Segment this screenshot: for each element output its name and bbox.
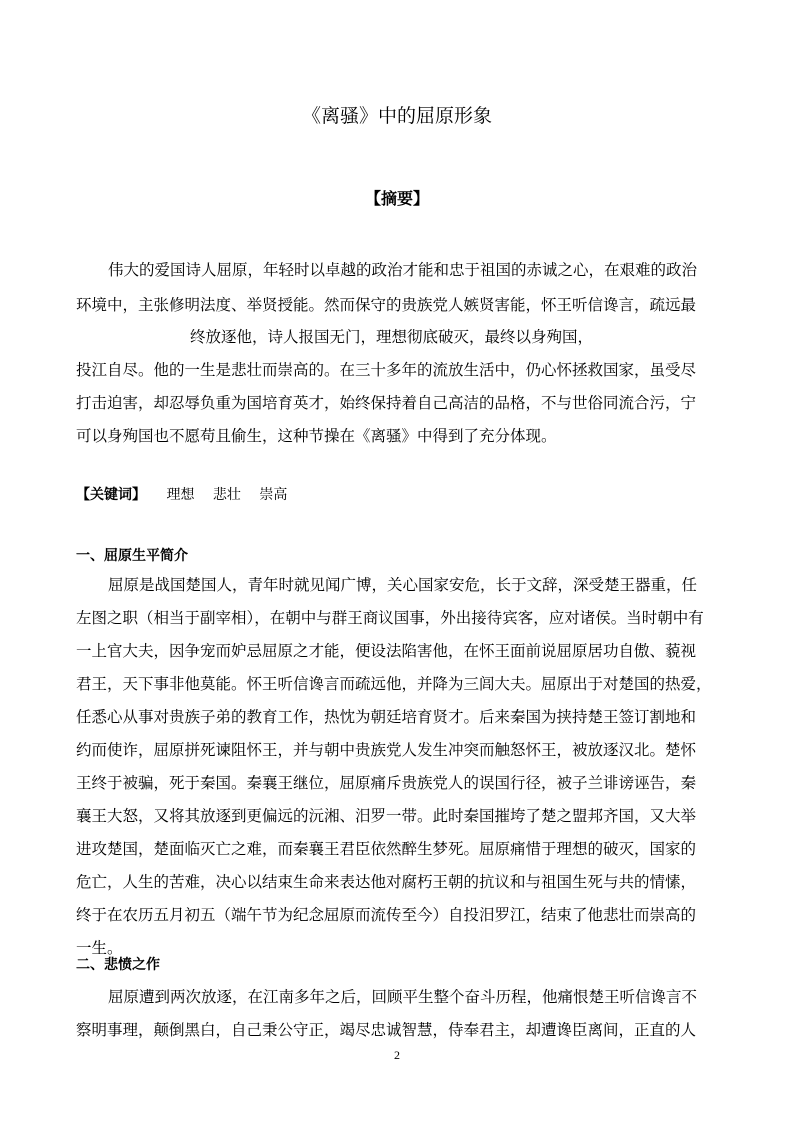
section-heading-works: 二、悲愤之作 [76,957,160,973]
keyword-item: 理想 [166,487,195,503]
keywords [76,482,287,508]
section1-line: 进攻楚国，楚面临灭亡之难，而秦襄王君臣依然醉生梦死。屈原痛惜于理想的破灭，国家的 [76,840,697,858]
keyword-item: 悲壮 [212,487,241,503]
section1-line: 左图之职（相当于副宰相），在朝中与群王商议国事，外出接待宾客，应对诸侯。当时朝中有 [76,609,704,627]
section-heading-biography: 一、屈原生平简介 [76,548,188,564]
section1-line: 任悉心从事对贵族子弟的教育工作，热忱为朝廷培育贤才。后来秦国为挟持楚王签订割地和 [76,708,697,726]
section1-line: 屈原是战国楚国人，青年时就见闻广博，关心国家安危，长于文辞，深受楚王器重，任 [108,576,698,594]
page-number: 2 [394,1048,400,1062]
section1-line: 王终于被骗，死于秦国。秦襄王继位，屈原痛斥贵族党人的误国行径，被子兰诽谤诬告，秦 [76,774,697,792]
section1-line: 一生。 [76,939,123,957]
section1-line: 危亡，人生的苦难，决心以结束生命来表达他对腐朽王朝的抗议和与祖国生死与共的情愫， [76,873,697,891]
section1-line: 君王，天下事非他莫能。怀王听信谗言而疏远他，并降为三闾大夫。屈原出于对楚国的热爱， [76,675,712,693]
section1-line: 约而使诈，屈原拼死谏阻怀王，并与朝中贵族党人发生冲突而触怒怀王，被放逐汉北。楚怀 [76,741,697,759]
abstract-line: 打击迫害，却忍辱负重为国培育英才，始终保持着自己高洁的品格，不与世俗同流合污，宁 [76,394,697,412]
abstract-line: 终放逐他，诗人报国无门，理想彻底破灭，最终以身殉国， [190,328,594,346]
section2-line: 察明事理，颠倒黑白，自己秉公守正，竭尽忠诚智慧，侍奉君主，却遭谗臣离间，正直的人 [76,1021,697,1039]
abstract-line: 可以身殉国也不愿苟且偷生，这种节操在《离骚》中得到了充分体现。 [76,427,557,445]
abstract-line: 投江自尽。他的一生是悲壮而崇高的。在三十多年的流放生活中，仍心怀拯救国家，虽受尽 [76,361,697,379]
abstract-line: 伟大的爱国诗人屈原，年轻时以卓越的政治才能和忠于祖国的赤诚之心，在艰难的政治 [108,261,698,279]
document-title: 《离骚》中的屈原形象 [301,105,492,127]
section1-line: 一上官大夫，因争宠而妒忌屈原之才能，便设法陷害他，在怀王面前说屈原居功自傲、藐视 [76,642,697,660]
section1-line: 襄王大怒，又将其放逐到更偏远的沅湘、汨罗一带。此时秦国摧垮了楚之盟邦齐国，又大举 [76,807,697,825]
keywords-label: 【关键词】 [76,487,146,503]
keyword-item: 崇高 [259,487,288,503]
section1-line: 终于在农历五月初五（端午节为纪念屈原而流传至今）自投汨罗江，结束了他悲壮而崇高的 [76,906,697,924]
section2-line: 屈原遭到两次放逐，在江南多年之后，回顾平生整个奋斗历程，他痛恨楚王听信谗言不 [108,988,698,1006]
abstract-heading: 【摘要】 [364,189,429,208]
abstract-line: 环境中，主张修明法度、举贤授能。然而保守的贵族党人嫉贤害能，怀王听信谗言，疏远最 [76,296,697,314]
